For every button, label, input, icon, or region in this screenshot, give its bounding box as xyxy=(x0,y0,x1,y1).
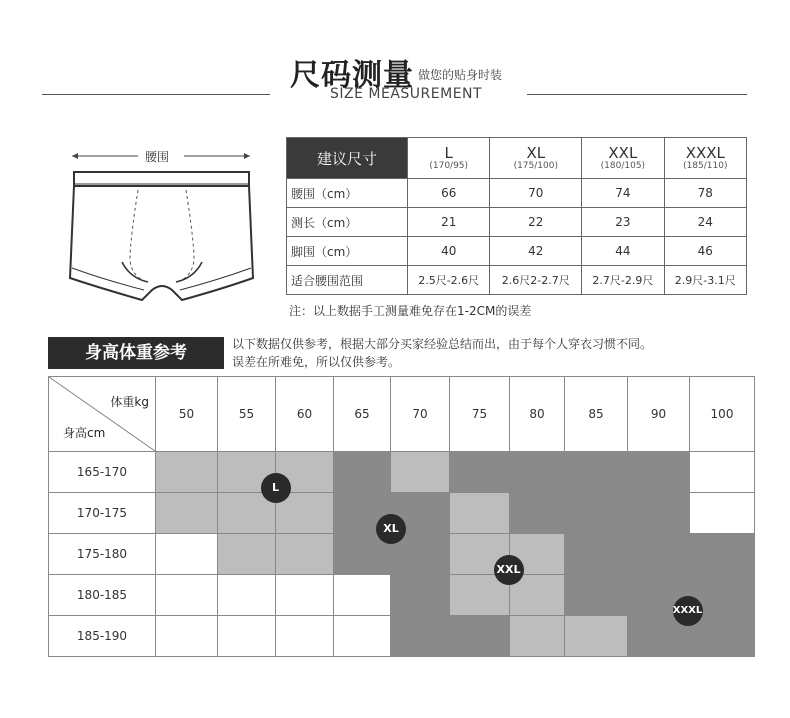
table-cell: 44 xyxy=(582,237,664,266)
table-row xyxy=(287,208,747,237)
weight-header-cell: 55 xyxy=(218,377,276,452)
size-col-xxxl xyxy=(664,138,746,179)
page-subtitle: 做您的贴身时装 xyxy=(418,68,503,82)
grid-cell xyxy=(334,616,391,657)
boxer-brief-outline-icon xyxy=(60,140,275,310)
height-row-label: 180-185 xyxy=(49,575,156,616)
size-name: XXL xyxy=(608,143,638,162)
grid-row xyxy=(49,616,755,657)
grid-cell xyxy=(156,452,218,493)
grid-cell xyxy=(690,534,755,575)
size-range: (175/100) xyxy=(513,160,558,171)
weight-header-cell: 70 xyxy=(391,377,450,452)
height-weight-title: 身高体重参考 xyxy=(48,337,224,369)
grid-cell xyxy=(218,534,276,575)
table-cell: 24 xyxy=(664,208,746,237)
size-badge-xxl: XXL xyxy=(494,555,524,585)
grid-cell xyxy=(510,452,565,493)
weight-header-cell: 80 xyxy=(510,377,565,452)
grid-cell xyxy=(391,452,450,493)
grid-cell xyxy=(510,493,565,534)
grid-cell xyxy=(156,616,218,657)
height-weight-grid xyxy=(48,376,755,657)
grid-cell xyxy=(565,616,628,657)
weight-header-cell: 65 xyxy=(334,377,391,452)
weight-header-cell: 90 xyxy=(628,377,690,452)
grid-cell xyxy=(391,616,450,657)
size-range: (180/105) xyxy=(600,160,646,171)
size-col-xl xyxy=(490,138,582,179)
table-row xyxy=(287,237,747,266)
corner-height-label: 身高cm xyxy=(63,426,106,440)
grid-cell xyxy=(276,616,334,657)
header-divider-right xyxy=(527,94,747,95)
size-range: (185/110) xyxy=(683,160,728,171)
grid-cell xyxy=(628,534,690,575)
height-row-label: 175-180 xyxy=(49,534,156,575)
grid-cell xyxy=(565,575,628,616)
grid-cell xyxy=(510,616,565,657)
weight-header-cell: 60 xyxy=(276,377,334,452)
grid-cell xyxy=(156,534,218,575)
row-label: 脚围（cm） xyxy=(287,237,408,266)
grid-cell xyxy=(450,452,510,493)
row-label: 腰围（cm） xyxy=(287,179,408,208)
size-name: XXXL xyxy=(685,143,725,162)
table-cell: 2.7尺-2.9尺 xyxy=(582,266,664,295)
size-badge-xl: XL xyxy=(376,514,406,544)
grid-cell xyxy=(690,452,755,493)
table-cell: 2.6尺2-2.7尺 xyxy=(490,266,582,295)
grid-cell xyxy=(628,452,690,493)
size-name: L xyxy=(444,143,453,162)
table-cell: 74 xyxy=(582,179,664,208)
grid-cell xyxy=(690,493,755,534)
grid-cell xyxy=(450,493,510,534)
grid-cell xyxy=(218,575,276,616)
row-label: 适合腰围范围 xyxy=(287,266,408,295)
corner-weight-label: 体重kg xyxy=(110,395,149,409)
height-row-label: 170-175 xyxy=(49,493,156,534)
table-cell: 21 xyxy=(408,208,490,237)
grid-cell xyxy=(334,452,391,493)
grid-cell xyxy=(276,575,334,616)
grid-cell xyxy=(628,493,690,534)
description-line: 误差在所难免，所以仅供参考。 xyxy=(232,355,401,369)
table-cell: 70 xyxy=(490,179,582,208)
table-cell: 78 xyxy=(664,179,746,208)
table-cell: 46 xyxy=(664,237,746,266)
size-col-l xyxy=(408,138,490,179)
height-weight-description xyxy=(232,335,652,371)
grid-cell xyxy=(156,493,218,534)
table-row xyxy=(287,266,747,295)
page-title: 尺码测量 xyxy=(290,58,414,93)
table-cell: 42 xyxy=(490,237,582,266)
table-row xyxy=(287,179,747,208)
grid-row xyxy=(49,452,755,493)
grid-cell xyxy=(565,493,628,534)
grid-cell xyxy=(690,616,755,657)
weight-header-cell: 75 xyxy=(450,377,510,452)
table-cell: 23 xyxy=(582,208,664,237)
table-cell: 40 xyxy=(408,237,490,266)
table-cell: 2.9尺-3.1尺 xyxy=(664,266,746,295)
size-table xyxy=(286,137,747,295)
size-table-header-label: 建议尺寸 xyxy=(287,138,408,179)
row-label: 测长（cm） xyxy=(287,208,408,237)
weight-header-cell: 100 xyxy=(690,377,755,452)
size-range: (170/95) xyxy=(429,160,469,171)
grid-cell xyxy=(450,616,510,657)
table-cell: 22 xyxy=(490,208,582,237)
header-divider-left xyxy=(42,94,270,95)
size-name: XL xyxy=(526,143,546,162)
weight-header-cell: 50 xyxy=(156,377,218,452)
table-cell: 66 xyxy=(408,179,490,208)
waist-label: 腰围 xyxy=(145,150,170,164)
size-col-xxl xyxy=(582,138,664,179)
grid-row xyxy=(49,575,755,616)
table-cell: 2.5尺-2.6尺 xyxy=(408,266,490,295)
description-line: 以下数据仅供参考，根据大部分买家经验总结而出，由于每个人穿衣习惯不同。 xyxy=(232,337,653,351)
grid-cell xyxy=(334,575,391,616)
measurement-note: 注：以上数据手工测量难免存在1-2CM的误差 xyxy=(289,304,532,318)
size-badge-xxxl: XXXL xyxy=(673,596,703,626)
grid-cell xyxy=(276,534,334,575)
grid-cell xyxy=(156,575,218,616)
size-badge-l: L xyxy=(261,473,291,503)
grid-cell xyxy=(391,575,450,616)
grid-cell xyxy=(565,534,628,575)
grid-cell xyxy=(565,452,628,493)
weight-header-cell: 85 xyxy=(565,377,628,452)
height-row-label: 165-170 xyxy=(49,452,156,493)
grid-cell xyxy=(218,616,276,657)
height-row-label: 185-190 xyxy=(49,616,156,657)
grid-corner xyxy=(49,377,156,452)
page-title-english: SIZE MEASUREMENT xyxy=(330,86,483,102)
